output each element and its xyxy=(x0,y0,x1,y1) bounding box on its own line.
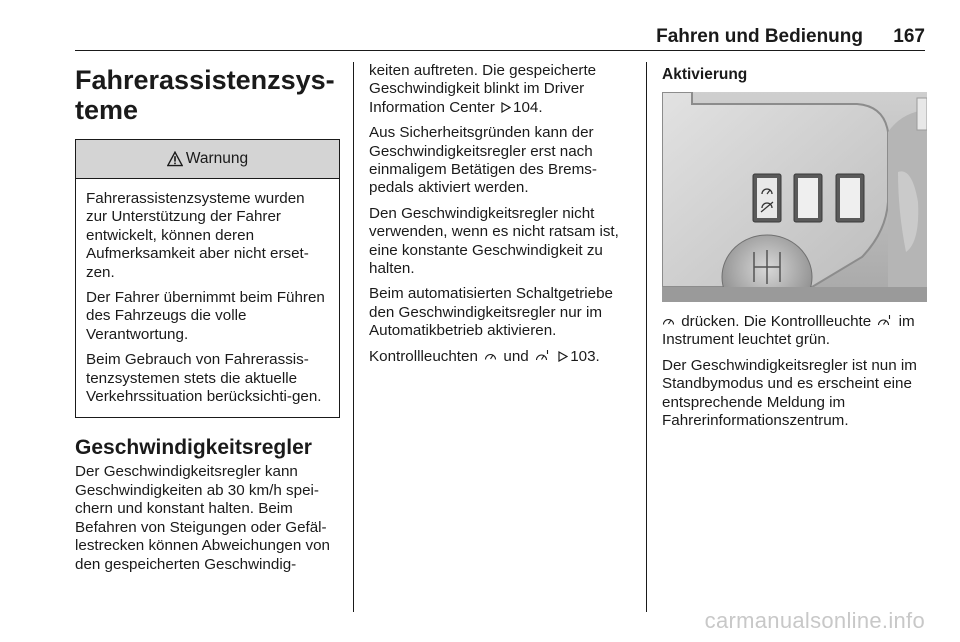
column-1 xyxy=(75,62,340,581)
paragraph-stored-speed xyxy=(369,62,635,117)
paragraph-press-text: drücken. Die Kontrollleuchte xyxy=(681,313,872,330)
indicator-lamp-icon xyxy=(877,314,892,327)
subsection-title: Aktivierung xyxy=(662,66,748,83)
section-title: Geschwindigkeitsregler xyxy=(75,436,312,460)
header-rule xyxy=(75,50,925,51)
watermark: carmanualsonline.info xyxy=(704,608,925,633)
paragraph-press-end: im Instrument leuchtet grün. xyxy=(662,313,915,349)
running-title: Fahren und Bedienung xyxy=(656,26,863,47)
column-divider-2 xyxy=(646,62,647,612)
paragraph-indicators xyxy=(369,348,635,366)
page-number: 167 xyxy=(893,26,925,47)
page-reference-103: 103. xyxy=(570,347,600,365)
warning-body xyxy=(76,179,339,417)
warning-icon xyxy=(167,151,183,167)
page-reference-icon xyxy=(501,102,511,113)
warning-paragraph-2: Der Fahrer übernimmt beim Führen des Fahrzeugs die volle Verantwortung. xyxy=(86,289,325,343)
cruise-control-photo xyxy=(662,92,927,302)
paragraph-safety: Aus Sicherheitsgründen kann der Geschwindigkeitsregler erst nach einmaligem Betätigen des Brems-pedals aktiviert werden. xyxy=(369,124,597,197)
section-paragraph: Der Geschwindigkeitsregler kann Geschwindigkeiten ab 30 km/h spei-chern und konstant halten. Beim Befahren von Steigungen oder Gefäl-lestrecken können Abweichungen von den gespeicherten Geschwindig- xyxy=(75,463,330,573)
paragraph-press xyxy=(662,313,928,350)
paragraph-standby: Der Geschwindigkeitsregler ist nun im Standbymodus und es erscheint eine entsprechende Meldung im Fahrerinformationszentrum. xyxy=(662,356,917,430)
column-divider-1 xyxy=(353,62,354,612)
paragraph-automatic: Beim automatisierten Schaltgetriebe den Geschwindigkeitsregler nur im Automatikbetrieb aktivieren. xyxy=(369,285,613,340)
warning-paragraph-3: Beim Gebrauch von Fahrerassis-tenzsystemen stets die aktuelle Verkehrssituation berücksichti-gen. xyxy=(86,351,322,406)
warning-header xyxy=(76,140,339,179)
warning-label: Warnung xyxy=(185,149,249,167)
cruise-button-icon xyxy=(662,315,675,327)
warning-paragraph-1: Fahrerassistenzsysteme wurden zur Unterstützung der Fahrer entwickelt, können deren Aufmerksamkeit aber nicht erset-zen. xyxy=(86,190,309,281)
speedometer-active-icon xyxy=(535,349,550,362)
indicators-label: Kontrollleuchten xyxy=(369,347,478,365)
page-reference-icon-2 xyxy=(558,351,568,362)
column-3 xyxy=(662,62,928,437)
column-2 xyxy=(369,62,635,373)
warning-box xyxy=(75,139,340,418)
speedometer-icon xyxy=(484,350,497,362)
chapter-title xyxy=(75,65,340,125)
indicators-and: und xyxy=(503,347,529,365)
page-reference-104: 104. xyxy=(513,98,543,116)
chapter-title-text: Fahrerassistenzsys-teme xyxy=(75,65,335,125)
paragraph-not-advisable: Den Geschwindigkeitsregler nicht verwenden, wenn es nicht ratsam ist, eine konstante Geschwindigkeit zu halten. xyxy=(369,204,619,278)
paragraph-stored-speed-text: keiten auftreten. Die gespeicherte Geschwindigkeit blinkt im Driver Information Center xyxy=(369,62,597,116)
